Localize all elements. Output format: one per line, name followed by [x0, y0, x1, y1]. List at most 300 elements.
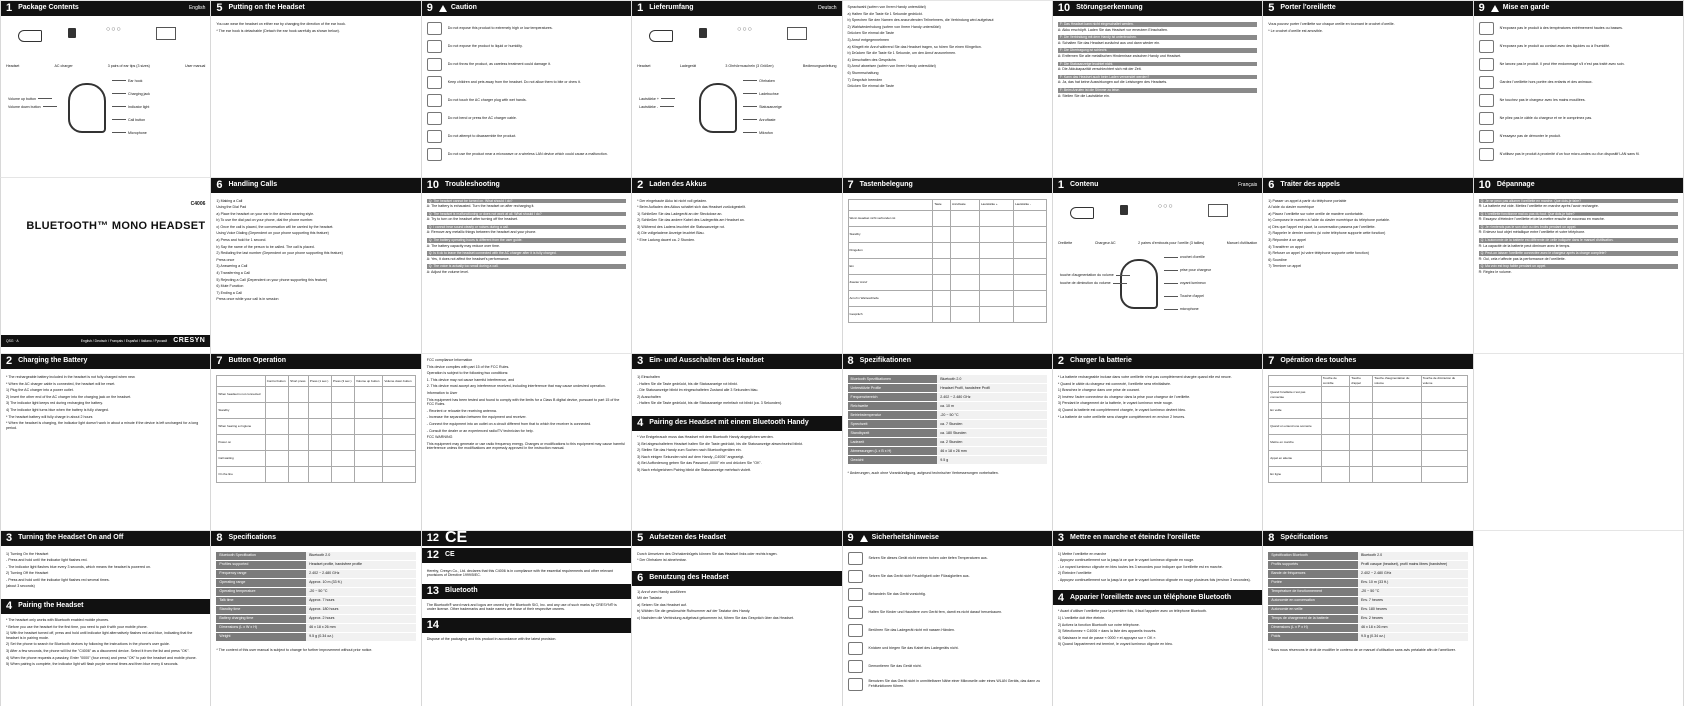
text-line: 4) When the phone requests a passkey, Enter "0000" (four zeros) and press "OK" to pair the headset and mobile phone. — [6, 655, 197, 660]
caution-item — [427, 58, 626, 71]
spec-value: Approx. 180 hours — [306, 605, 416, 614]
text-line: 4) Quand la batterie est complètement chargée, le voyant lumineux devient bleu. — [1057, 407, 1187, 412]
callout-text: Ohrhaken — [759, 78, 775, 83]
text-line: 2. This device must accept any interference received, including interference that may cause undesired operation. — [426, 384, 606, 389]
text-line: * The headset battery will fully charge in about 2 hours — [6, 414, 93, 419]
table-row-label: Wenn Headset nicht verbunden ist — [848, 210, 933, 226]
spec-value: Bluetooth 2.0 — [937, 375, 1047, 384]
ear-tips-icon: ○○○ — [737, 26, 753, 33]
panel — [210, 353, 420, 530]
section-number: 1 — [6, 2, 13, 15]
callout-text: Call button — [128, 117, 146, 122]
caution-item — [1479, 130, 1678, 143]
section-header — [1, 531, 210, 546]
table-cell — [331, 467, 354, 483]
section-number: 7 — [1268, 355, 1275, 368]
callout-text: Mikrofon — [759, 130, 773, 135]
table-cell — [1421, 435, 1467, 451]
caution-pictogram-icon — [427, 22, 442, 35]
text-line: - Consult the dealer or an experienced radio/TV technician for help. — [426, 428, 534, 433]
spec-key: Operating range — [216, 578, 306, 587]
caution-item — [427, 112, 626, 125]
table-row-label: Quand on entend une sonnerie — [1269, 419, 1322, 435]
text-line: Drücken Sie einmal die Taste — [847, 84, 894, 89]
question-row: Q: The battery operating hours is different from the user guide. — [427, 238, 626, 243]
table-row-label: Standby — [217, 403, 265, 419]
button-operation-table — [216, 375, 415, 483]
caution-pictogram-icon — [427, 40, 442, 53]
table-cell — [951, 306, 980, 322]
caution-item — [1479, 112, 1678, 125]
spec-row — [848, 456, 1047, 465]
spec-row — [848, 411, 1047, 420]
spec-row — [1268, 623, 1467, 632]
table-cell — [289, 451, 309, 467]
text-line: 2) Stellen Sie das Handy zum Suchen nach Bluetoothgeräten ein. — [637, 448, 742, 453]
section-title: Handling Calls — [228, 180, 278, 188]
spec-row — [216, 614, 415, 623]
spec-row — [848, 429, 1047, 438]
text-line: Durch Umsetzen des Ohrhakenbügels können Sie das Headset links oder rechts tragen. — [637, 551, 778, 556]
charger-icon — [699, 28, 707, 38]
table-row-label: Mettre en marche — [1269, 435, 1322, 451]
table-cell — [933, 290, 951, 306]
body-text — [848, 5, 1047, 89]
text-line: 1) Turning On the Headset — [6, 551, 49, 556]
text-line: * Quand le câble du chargeur est connecté, l'oreillette sera réinitialisée. — [1057, 381, 1172, 386]
text-line: 2) Insert the other end of the AC charger into the charging jack on the headset. — [6, 394, 132, 399]
callout-text: Ladebuchse — [759, 91, 779, 96]
spec-value: 46 x 18 x 26 mm — [937, 447, 1047, 456]
answer-row: R: Essayez d'éteindre l'oreillette et de la mettre ensuite de nouveau en marche. — [1478, 217, 1605, 222]
answer-row: A: Yes, it does not affect the headset's performance. — [426, 256, 510, 261]
callout-text: crochet d'oreille — [1179, 255, 1205, 260]
caution-item — [1479, 94, 1678, 107]
spec-value: -20 ~ 50 °C — [306, 587, 416, 596]
section-title: Contenu — [1070, 180, 1099, 188]
body-text — [216, 199, 415, 303]
table-cell — [1014, 274, 1047, 290]
section-number: 13 — [426, 584, 439, 597]
text-line: 3) Nach einigen Sekunden wird auf dem Handy „C4006" angezeigt. — [637, 454, 745, 459]
callout-line — [112, 132, 126, 133]
spec-row — [216, 560, 415, 569]
caution-text: Do not expose this product to extremely high or low temperatures. — [447, 26, 553, 31]
panel — [210, 177, 420, 354]
spec-value: Env. 2 heures — [1358, 614, 1468, 623]
table-row-label: On the line — [217, 467, 265, 483]
caution-text: Setzen Sie dieses Gerät nicht extrem hohen oder tiefen Temperaturen aus. — [868, 555, 988, 560]
body-text — [637, 375, 836, 406]
text-line: * Vor Erstgebrauch muss das Headset mit dem Bluetooth Handy abgeglichen werden. — [637, 434, 774, 439]
caution-item — [427, 76, 626, 89]
section-title: Caution — [450, 4, 477, 12]
caution-pictogram-icon — [1479, 22, 1494, 35]
table-row — [1269, 403, 1467, 419]
panel — [1262, 353, 1472, 530]
section-number: 10 — [1057, 2, 1071, 15]
caution-text: Do not touch the AC charger plug with wet hands. — [447, 98, 527, 103]
answer-row: A: Adjust the volume level. — [426, 270, 469, 275]
spec-row — [1268, 614, 1467, 623]
text-line: Using the Dial Pad — [216, 205, 247, 210]
text-line: 3) Anruf entgegennehmen — [847, 37, 890, 42]
text-line: 3) Pendant le chargement de la batterie, le voyant lumineux reste rouge. — [1057, 401, 1173, 406]
charger-icon — [68, 28, 76, 38]
spec-row — [216, 578, 415, 587]
spec-key: Betriebstemperatur — [848, 411, 938, 420]
text-line: - Press and hold until the indicator light flashes red. — [6, 558, 88, 563]
section-number: 2 — [637, 178, 644, 191]
caution-item — [848, 624, 1047, 637]
spec-table — [1268, 552, 1467, 642]
panel — [842, 177, 1052, 354]
section-number: 1 — [637, 2, 644, 15]
text-line: 4) The indicator light turns blue when the battery is fully charged. — [6, 407, 109, 412]
table-cell — [331, 451, 354, 467]
warning-icon — [860, 535, 868, 542]
text-line: b) To use the dial pad on your phone, dial the phone number. — [216, 218, 314, 223]
text-line: 5) Rejecting a Call (Dependent on your phone supporting this feature) — [216, 277, 328, 282]
caution-text: Do not attempt to disassemble the product. — [447, 134, 517, 139]
caution-item — [1479, 148, 1678, 161]
table-cell — [1321, 419, 1349, 435]
text-line: 1) Branchez le chargeur dans une prise de courant. — [1057, 388, 1140, 393]
callout-label — [1162, 307, 1199, 312]
callout-line — [1164, 296, 1178, 297]
package-item-label: Headset — [637, 64, 651, 68]
answer-row: R: Oui, cela n'affecte pas la performance de l'oreillette. — [1478, 256, 1566, 261]
text-line: a) Halten Sie die Taste für 1 Sekunde gedrückt. — [847, 11, 923, 16]
spec-key: Autonomie en veille — [1268, 605, 1358, 614]
table-cell — [1321, 435, 1349, 451]
text-line: 3) After a few seconds, the phone will list the "C4006" as a discovered device. Select it from the list and press "OK". — [6, 649, 190, 654]
callout-line — [660, 106, 674, 107]
text-line: - The indicator light flashes blue every 3 seconds, which means the headset is powered on. — [6, 564, 151, 569]
section-number: 4 — [637, 417, 644, 430]
spec-note: * The content of this user manual is subject to change for further improvement without prior notice. — [216, 647, 373, 652]
headset-icon — [18, 30, 42, 42]
section-title: Mise en garde — [1502, 4, 1550, 12]
table-row — [848, 226, 1046, 242]
text-line: - Appuyez continuellement sur la jusqu'à ce que le voyant lumineux clignote en rouge. — [1057, 558, 1195, 563]
table-cell — [1350, 435, 1373, 451]
table-header-cell: Touche de diminution du volume — [1421, 376, 1467, 387]
section-number: 2 — [1057, 355, 1064, 368]
caution-pictogram-icon — [1479, 76, 1494, 89]
table-cell — [265, 403, 288, 419]
spec-row — [1268, 587, 1467, 596]
text-line: - Halten Sie die Taste gedrückt, bis die Statusanzeige rot blinkt. — [637, 381, 738, 386]
text-line: a) Press and hold for 1 second. — [216, 238, 267, 243]
table-cell — [289, 387, 309, 403]
text-line: 3) Während des Ladens leuchtet die Statusanzeige rot. — [637, 224, 725, 229]
panel — [842, 353, 1052, 530]
question-row: Q: Je n'entends pas le son clair ou des bruits pendant un appel. — [1479, 225, 1678, 230]
text-line: 3) Sélectionnez « C4006 » dans la liste des appareils trouvés. — [1057, 629, 1157, 634]
text-line: * Der Ohrhaken ist abnehmbar. — [637, 558, 687, 563]
section-title: Mettre en marche et éteindre l'oreillette — [1070, 533, 1201, 541]
text-line: 2) Set the phone to search for Bluetooth devices by following the instructions in the phone's user guide. — [6, 642, 170, 647]
text-line: * Le crochet d'oreille est amovible. — [1268, 28, 1323, 33]
panel — [0, 353, 210, 530]
table-row-label: Gespräch — [848, 306, 933, 322]
table-header-cell: Touche d'appel — [1350, 376, 1373, 387]
spec-value: Bluetooth 2.0 — [306, 552, 416, 561]
table-cell — [980, 258, 1014, 274]
text-line: c) Nachdem die Verbindung aufgebaut gekommen ist, führen Sie das Gespräch über das Headset. — [637, 616, 794, 621]
section-header — [1053, 1, 1262, 16]
table-cell — [289, 467, 309, 483]
section-title: Spezifikationen — [859, 357, 911, 365]
table-row — [1269, 419, 1467, 435]
spec-key: Unterstützte Profile — [848, 384, 938, 393]
caution-item — [1479, 40, 1678, 53]
table-cell — [980, 274, 1014, 290]
text-line: c) Dès que l'appel est placé, la conversation passera par l'oreillette. — [1268, 224, 1376, 229]
spec-key: Profiles supported — [216, 560, 306, 569]
callout-label — [639, 97, 677, 102]
spec-key: Operating temperature — [216, 587, 306, 596]
text-line: 2) Turning Off the Headset — [6, 571, 49, 576]
callout-label — [1060, 281, 1129, 286]
section-number: 12 — [426, 548, 439, 561]
caution-item — [848, 642, 1047, 655]
question-row: F: Das Headset kann nicht eingeschaltet werden. — [1058, 22, 1257, 27]
table-cell — [355, 467, 383, 483]
text-line: 1) Plug the AC charger into a power outlet. — [6, 388, 74, 393]
section-number: 5 — [216, 2, 223, 15]
text-line: * La batterie rechargeable incluse dans votre oreillette n'est pas complètement chargée quand elle est neuve. — [1057, 375, 1232, 379]
callout-line — [1164, 309, 1178, 310]
table-cell — [383, 419, 415, 435]
table-cell — [265, 451, 288, 467]
section-number: 8 — [1268, 531, 1275, 544]
section-number: 2 — [6, 355, 13, 368]
section-header — [632, 571, 841, 586]
table-cell — [383, 435, 415, 451]
spec-value: 46 x 18 x 26 mm — [306, 623, 416, 632]
table-cell — [933, 274, 951, 290]
answer-row: A: Akku erschöpft. Laden Sie das Headset vor erneutem Einschalten. — [1057, 27, 1168, 32]
answer-row: A: Entfernen Sie alle metallischen Hindernisse zwischen Handy und Headset. — [1057, 53, 1182, 58]
callout-label — [1060, 273, 1132, 278]
text-line: - Die Statusanzeige blinkt im eingeschalteten Zustand alle 3 Sekunden blau. — [637, 388, 759, 393]
section-title: Package Contents — [18, 4, 79, 12]
text-line: a) Setzen Sie das Headset auf. — [637, 602, 687, 607]
section-number: 7 — [847, 178, 854, 191]
text-line: * Avant d'utiliser l'oreillette pour la première fois, il faut l'apparier avec un téléphone Bluetooth. — [1057, 609, 1207, 614]
button-operation-table — [848, 199, 1047, 323]
body-text — [427, 358, 626, 451]
spec-key: Weight — [216, 632, 306, 641]
callout-line — [38, 98, 52, 99]
body-text — [6, 618, 205, 667]
callout-line — [112, 80, 126, 81]
section-title: Tastenbelegung — [859, 180, 913, 188]
text-line: 2) Éteindre l'oreillette — [1057, 571, 1092, 576]
table-header-cell: Touche d'augmentation du volume — [1373, 376, 1421, 387]
language-list: English / Deutsch / Français / Español / Italiano / Русский — [80, 338, 168, 343]
language-strip — [1, 335, 210, 347]
section-header — [843, 178, 1052, 193]
section-title: Traiter des appels — [1280, 180, 1340, 188]
table-cell — [308, 403, 331, 419]
answer-row: A: Ja, das hat keine Auswirkungen auf die Leistungen des Headsets. — [1057, 80, 1168, 85]
table-row-label: When headset is not connected — [217, 387, 265, 403]
text-line: Drücken Sie einmal die Taste — [847, 31, 894, 36]
spec-key: Bande de fréquences — [1268, 569, 1358, 578]
section-number: 4 — [1057, 591, 1064, 604]
text-line: 1) Bei abgeschaltetem Headset halten Sie die Taste gedrückt, bis die Statusanzeige abwechselnd blinkt. — [637, 441, 803, 446]
table-row — [217, 403, 415, 419]
text-line: 5) Nach erfolgreichem Pairing blinkt die Statusanzeige mehrfach violett. — [637, 467, 751, 472]
spec-key: Reichweite — [848, 402, 938, 411]
callout-line — [743, 132, 757, 133]
table-row — [848, 210, 1046, 226]
body-text — [427, 637, 626, 642]
spec-row — [848, 438, 1047, 447]
package-items — [6, 64, 205, 69]
section-header — [1263, 178, 1472, 193]
caution-text: Do not bend or press the AC charger cable. — [447, 116, 517, 121]
button-operation-table — [1268, 375, 1467, 483]
answer-row: R: La capacité de la batterie peut diminuer avec le temps. — [1478, 243, 1571, 248]
section-title: Putting on the Headset — [228, 4, 305, 12]
spec-note: * Nous nous réservons le droit de modifier le contenu de ce manuel d'utilisation sans avis préalable afin de l'améliorer. — [1268, 647, 1456, 652]
section-title: Specifications — [228, 533, 276, 541]
ear-tips-icon: ○○○ — [1157, 202, 1174, 210]
table-header-cell: Press (1 sec.) — [308, 376, 331, 387]
caution-item — [1479, 22, 1678, 35]
text-line: a) Placez l'oreillette sur votre oreille de manière confortable. — [1268, 211, 1364, 216]
caution-text: Ne lancez pas le produit. Il peut être endommagé s'il n'est pas traité avec soin. — [1499, 62, 1625, 67]
callout-label — [741, 79, 775, 84]
panel — [421, 177, 631, 354]
text-line: Mit der Tastatur — [637, 596, 662, 601]
section-title: Porter l'oreillette — [1280, 4, 1336, 12]
ear-tips-icon: ○○○ — [106, 26, 122, 33]
caution-text: Do not expose the product to liquid or humidity. — [447, 44, 523, 49]
text-line: 3) The indicator light keeps red during recharging the battery. — [6, 401, 103, 406]
caution-text: Knicken und biegen Sie das Kabel des Ladegeräts nicht. — [868, 645, 959, 650]
table-cell — [933, 242, 951, 258]
package-item-label: Manuel d'utilisation — [1226, 240, 1258, 245]
table-cell — [355, 387, 383, 403]
caution-text: N'exposez pas le produit à des températures extrêmement hautes ou basses. — [1499, 26, 1623, 31]
spec-key: Sprechzeit — [848, 420, 938, 429]
question-row: Q: Peut-on laisser l'oreillette connectée avec le chargeur après la charge complète? — [1479, 251, 1678, 256]
panel — [631, 530, 841, 706]
spec-row — [1268, 632, 1467, 641]
panel — [1052, 0, 1262, 177]
text-line: * The rechargeable battery included in the headset is not fully charged when new. — [6, 375, 136, 379]
table-row-label: When hearing a ringtone — [217, 419, 265, 435]
table-header-row — [1269, 376, 1467, 387]
text-line: - Reorient or relocate the receiving antenna. — [426, 408, 497, 413]
section-title: Charging the Battery — [18, 357, 88, 365]
text-line: 1) Making a Call — [216, 198, 243, 203]
section-title: Ein- und Ausschalten des Headset — [649, 357, 764, 365]
table-cell — [1321, 451, 1349, 467]
spec-row — [216, 632, 415, 641]
section-header — [422, 584, 631, 599]
text-line: Press once while your call is in session — [216, 297, 279, 302]
table-row-label: Zweiter Anruf — [848, 274, 933, 290]
callout-text: Touche d'appel — [1179, 294, 1204, 299]
section-title: CE — [445, 550, 455, 558]
text-line: Information to User — [426, 390, 458, 395]
caution-pictogram-icon — [1479, 148, 1494, 161]
table-cell — [265, 387, 288, 403]
table-cell — [951, 290, 980, 306]
spec-row — [216, 569, 415, 578]
body-text — [637, 435, 836, 473]
spec-key: Ladezeit — [848, 438, 938, 447]
section-number: 10 — [426, 178, 439, 191]
spec-value: Approx. 10 m (33 ft.) — [306, 578, 416, 587]
answer-row: A: The battery is exhausted. Turn the headset on after recharging it. — [426, 204, 535, 209]
body-text — [1058, 375, 1257, 419]
caution-text: Halten Sie Kinder und Haustiere vom Gerät fern, damit es nicht darauf herumkauen. — [868, 609, 1003, 614]
table-row — [1269, 467, 1467, 483]
table-cell — [1014, 242, 1047, 258]
package-illustration — [6, 22, 205, 60]
text-line: - Connect the equipment into an outlet on a circuit different from that to which the receiver is connected. — [426, 421, 592, 426]
table-cell — [1421, 467, 1467, 483]
table-cell — [980, 290, 1014, 306]
spec-key: Spécification Bluetooth — [1268, 552, 1358, 561]
headset-diagram — [637, 73, 836, 145]
text-line: - Press and hold until the indicator light flashes red several times. — [6, 577, 110, 582]
panel — [1473, 353, 1683, 530]
table-header-cell: Volume down button — [383, 376, 415, 387]
caution-pictogram-icon — [848, 660, 863, 673]
text-line: The Bluetooth® word mark and logos are owned by the Bluetooth SIG, Inc. and any use of such marks by CRESYN® is under license. Other trademarks and trade names are those of their respective owners. — [426, 602, 617, 612]
callout-line — [661, 98, 675, 99]
spec-key: Poids — [1268, 632, 1358, 641]
spec-key: Talk time — [216, 596, 306, 605]
spec-table — [848, 375, 1047, 465]
callout-label — [110, 92, 150, 97]
panel — [210, 530, 420, 706]
table-row-label: Power on — [217, 435, 265, 451]
panel — [0, 177, 210, 354]
panel — [1473, 530, 1683, 706]
text-line: 5) Quand l'appariement est terminé, le voyant lumineux clignote en bleu. — [1057, 642, 1174, 647]
text-line: b) Composez le numéro à l'aide du clavier numérique du téléphone portable. — [1268, 218, 1390, 223]
table-cell — [1321, 467, 1349, 483]
caution-text: Behandeln Sie das Gerät vorsichtig. — [868, 591, 926, 596]
language-label: Deutsch — [818, 5, 837, 12]
callout-line — [743, 93, 757, 94]
headset-icon — [1070, 207, 1094, 219]
caution-pictogram-icon — [848, 642, 863, 655]
text-line: 1) L'oreillette doit être éteinte. — [1057, 616, 1106, 621]
text-line: a) Klingelt ein Anruf während Sie das Headset tragen, so hören Sie einen Klingelton. — [847, 44, 982, 49]
table-corner — [848, 199, 933, 210]
section-header — [211, 354, 420, 369]
text-line: * The ear hook is detachable (Detach the ear hook carefully as shown below). — [216, 28, 340, 33]
callout-label — [8, 97, 54, 102]
spec-row — [216, 605, 415, 614]
spec-row — [1268, 605, 1467, 614]
text-line: 7) Ending a Call — [216, 290, 242, 295]
language-label: Français — [1238, 181, 1258, 188]
answer-row: R: Réglez le volume. — [1478, 270, 1512, 275]
caution-item — [427, 22, 626, 35]
text-line: 7) Gespräch beenden — [847, 77, 883, 82]
